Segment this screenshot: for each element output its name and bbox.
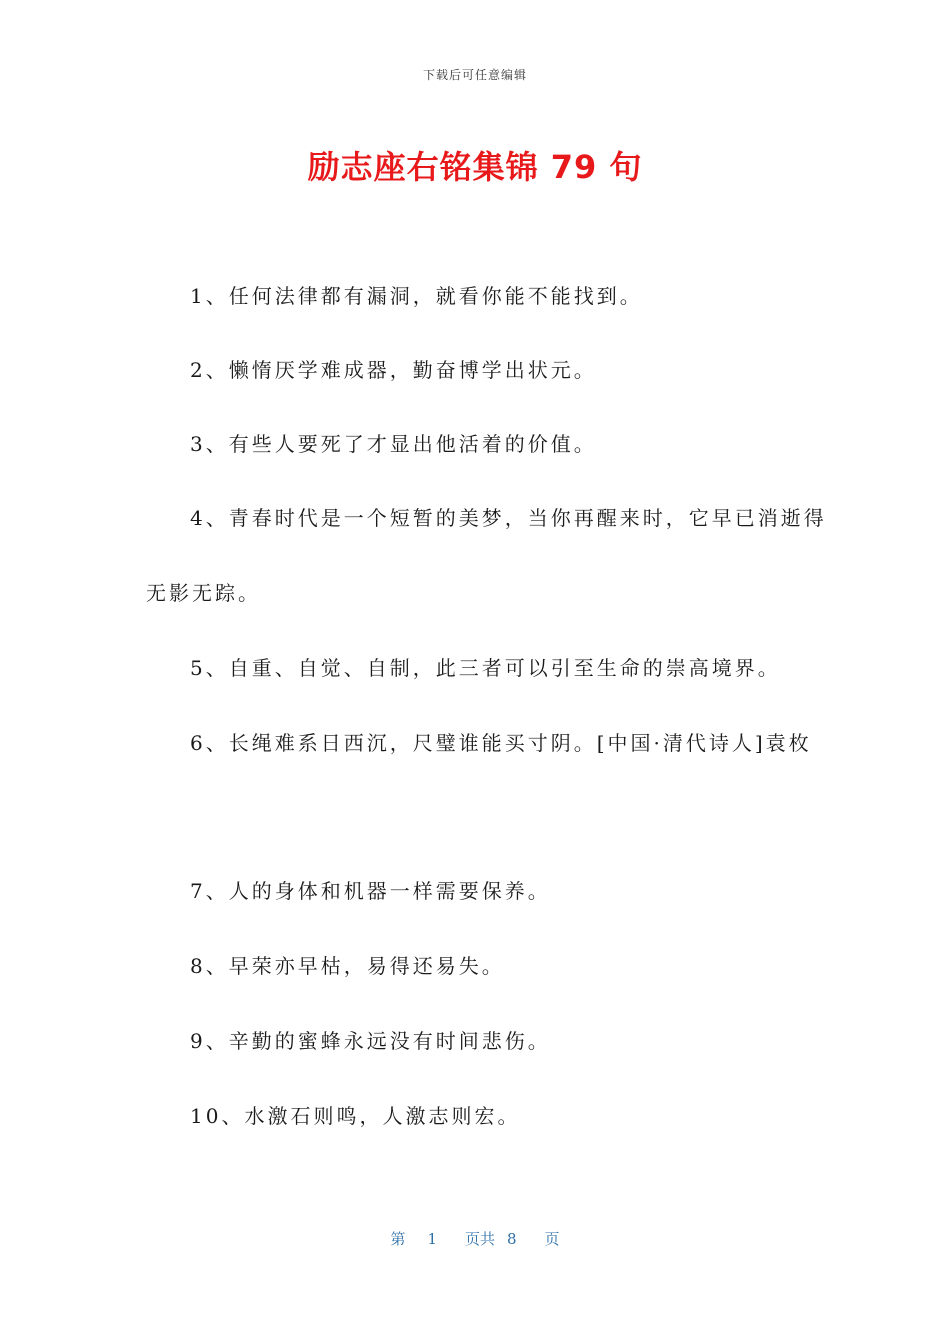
quote-text: 9、辛勤的蜜蜂永远没有时间悲伤。 bbox=[190, 1029, 551, 1053]
quote-text: 3、有些人要死了才显出他活着的价值。 bbox=[190, 432, 597, 456]
quote-entry-4-continuation bbox=[146, 579, 806, 607]
page-mid: 页共 bbox=[464, 1230, 495, 1248]
quote-text: 5、自重、自觉、自制，此三者可以引至生命的崇高境界。 bbox=[190, 656, 781, 680]
page-suffix: 页 bbox=[544, 1230, 560, 1248]
quote-entry-9 bbox=[146, 1027, 806, 1055]
quote-entry-6 bbox=[146, 729, 812, 757]
quote-entry-2 bbox=[146, 356, 806, 384]
quote-text: 2、懒惰厌学难成器，勤奋博学出状元。 bbox=[190, 358, 597, 382]
quote-entry-8 bbox=[146, 952, 806, 980]
page-prefix: 第 bbox=[390, 1230, 406, 1248]
page-footer bbox=[0, 1228, 950, 1249]
quote-text: 无影无踪。 bbox=[146, 581, 261, 605]
quote-text: 8、早荣亦早枯，易得还易失。 bbox=[190, 954, 505, 978]
quote-entry-1 bbox=[146, 282, 806, 310]
quote-text: 1、任何法律都有漏洞，就看你能不能找到。 bbox=[190, 284, 643, 308]
quote-entry-5 bbox=[146, 654, 806, 682]
quote-entry-4 bbox=[146, 504, 827, 532]
document-title: 励志座右铭集锦 79 句 bbox=[307, 148, 643, 186]
quote-entry-3 bbox=[146, 430, 806, 458]
header-note: 下载后可任意编辑 bbox=[422, 68, 527, 82]
quote-text: 4、青春时代是一个短暂的美梦，当你再醒来时，它早已消逝得 bbox=[190, 506, 827, 530]
total-pages: 8 bbox=[507, 1230, 517, 1248]
quote-text: 10、水激石则鸣，人激志则宏。 bbox=[190, 1104, 521, 1128]
quote-entry-10 bbox=[146, 1102, 806, 1130]
quote-entry-7 bbox=[146, 877, 806, 905]
quote-text: 6、长绳难系日西沉，尺璧谁能买寸阴。[中国·清代诗人]袁枚 bbox=[190, 731, 812, 755]
quote-text: 7、人的身体和机器一样需要保养。 bbox=[190, 879, 551, 903]
page-number: 1 bbox=[427, 1230, 437, 1248]
